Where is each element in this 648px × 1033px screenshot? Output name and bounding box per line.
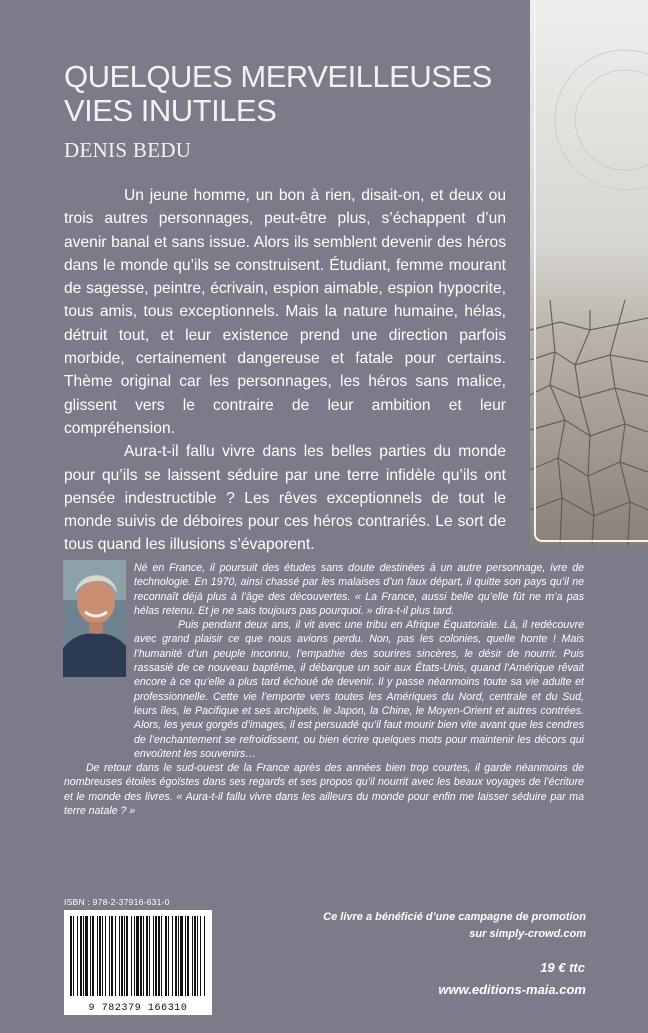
photo-frame — [534, 0, 648, 542]
barcode-bar — [115, 916, 116, 996]
barcode — [64, 910, 212, 1015]
barcode-bar — [80, 916, 82, 996]
barcode-bar — [136, 916, 139, 996]
barcode-bar — [77, 916, 78, 996]
barcode-bar — [192, 916, 193, 996]
barcode-bar — [149, 916, 150, 996]
barcode-bar — [109, 916, 110, 996]
price: 19 € ttc — [540, 960, 585, 975]
promotion-line-1: Ce livre a bénéficié d’une campagne de promotion — [323, 911, 586, 923]
barcode-bar — [178, 916, 179, 996]
barcode-bar — [187, 916, 189, 996]
bio-paragraph-1-text: Né en France, il poursuit des études sans doute destinées à un autre personnage, ivre de technologie. En 1970, ainsi chassé par les malaises d’un faux départ, il quitte son pays qu’il ne reconnaît déjà plus à l’âge des découvertes. « La France, aussi belle qu’elle fût ne m’a pas hélas retenu. Et je ne sais toujours pas pourquoi. » dira-t-il plus tard. — [134, 562, 584, 617]
barcode-bar — [172, 916, 173, 996]
barcode-bar — [180, 916, 183, 996]
barcode-bar — [102, 916, 103, 996]
bio-paragraph-2-text: Puis pendant deux ans, il vit avec une tribu en Afrique Équatoriale. Là, il redécouvre avec grand plaisir ce que nous avions perdu. Non, pas les colonies, quelle honte ! Mais l’humanité d’un peuple inconnu, l’empathie des sourires sincères, le désir de nourrir. Puis rassasié de ce nouveau baptême, il débarque un soir aux États-Unis, quand l’Amérique rêvait encore à ce qu’elle a plus tard échoué de devenir. Il y passe néanmoins toute sa vie adulte et professionnelle. Cette vie l’emporte vers toutes les Amériques du Nord, centrale et du Sud, leurs îles, le Pacifique et ses archipels, le Japon, la Chine, le Moyen-Orient et autres contrées. Alors, les yeux gorgés d’images, il est persuadé qu’il faut mourir bien vite avant que les cendres de l’enchantement se refroidissent, ou bien écrire quelques mots pour maintenir les décors qui envoûtent les souvenirs… — [134, 619, 584, 760]
author-biography — [64, 561, 584, 818]
promotion-note — [286, 909, 586, 942]
barcode-bar — [197, 916, 198, 996]
bio-paragraph-3: De retour dans le sud-ouest de la France après des années bien trop courtes, il garde néanmoins de nombreuses étoiles égoïstes dans ses regards et ses propos qu’il nourrit avec les beaux voyages de l’écriture et le monde des livres. « Aura-t-il fallu vivre dans les ailleurs du monde pour enfin me laisser séduire par ma terre natale ? » — [64, 762, 584, 818]
synopsis-paragraph-2: Aura-t-il fallu vivre dans les belles parties du monde pour qu’ils se laissent séduire par une terre infidèle qu’ils ont pensée indestructible ? Les rêves exceptionnels de tout le monde suivis de déboires pour ces héros contrariés. Le sort de tous quand les illusions s’évaporent. — [64, 443, 506, 554]
barcode-bar — [140, 916, 142, 996]
isbn: ISBN : 978-2-37916-631-0 — [64, 897, 170, 907]
barcode-digits: 9 782379 166310 — [88, 1003, 188, 1014]
barcode-bar — [121, 916, 123, 996]
barcode-bar — [124, 916, 125, 996]
barcode-bar — [200, 916, 201, 996]
barcode-bar — [153, 916, 154, 996]
title-line-1: QUELQUES MERVEILLEUSES — [64, 59, 492, 94]
barcode-bar — [119, 916, 120, 996]
barcode-bar — [126, 916, 128, 996]
barcode-bar — [168, 916, 169, 996]
barcode-bar — [73, 916, 74, 996]
barcode-bar — [194, 916, 196, 996]
bio-paragraph-1 — [64, 561, 584, 618]
barcode-bar — [92, 916, 94, 996]
synopsis-paragraph-1: Un jeune homme, un bon à rien, disait-on, et deux ou trois autres personnages, peut-être plus, s’échappent d’un avenir banal et sans issue. Alors ils semblent devenir des héros dans le monde qu’ils se construisent. Étudiant, femme mourant de sagesse, peintre, écrivain, espion aimable, espion hypocrite, tous amis, tous exceptionnels. Mais la nature humaine, hélas, détruit tout, et leur existence prend une direction parfois morbide, certainement dangereuse et fatale pour certains. Thème original car les personnages, les héros sans malice, glissent vers le contraire de leur ambition et leur compréhension. — [64, 187, 506, 437]
barcode-bar — [111, 916, 113, 996]
bio-paragraph-2 — [64, 618, 584, 761]
barcode-bar — [131, 916, 132, 996]
barcode-bar — [143, 916, 144, 996]
barcode-bar — [97, 916, 98, 996]
barcode-bar — [99, 916, 101, 996]
barcode-bar — [175, 916, 177, 996]
book-title — [64, 60, 504, 128]
barcode-bar — [185, 916, 186, 996]
publisher-website: www.editions-maia.com — [438, 982, 586, 997]
barcode-bar — [146, 916, 148, 996]
promotion-line-2: sur simply-crowd.com — [469, 927, 586, 940]
barcode-bar — [70, 916, 72, 996]
barcode-bar — [158, 916, 160, 996]
barcode-bar — [83, 916, 84, 996]
title-line-2: VIES INUTILES — [64, 93, 277, 128]
synopsis — [64, 184, 506, 557]
barcode-bar — [165, 916, 167, 996]
barcode-bar — [105, 916, 106, 996]
cover-photo-cracked-earth — [530, 0, 648, 545]
barcode-bar — [161, 916, 162, 996]
author-name: DENIS BEDU — [64, 138, 192, 162]
barcode-bars — [64, 910, 212, 1002]
barcode-bar — [90, 916, 91, 996]
barcode-bar — [134, 916, 135, 996]
barcode-bar — [204, 916, 205, 996]
barcode-bar — [85, 916, 88, 996]
barcode-bar — [155, 916, 157, 996]
